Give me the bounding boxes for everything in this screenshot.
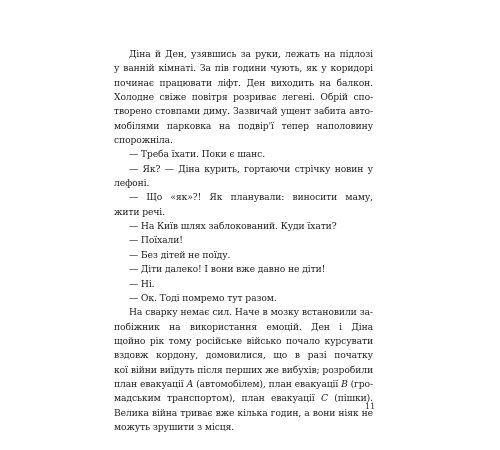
text-line: у ванній кімнаті. За пів години чують, як у коридорі (114, 63, 373, 75)
text-line: щойно рік тому російське військо почало курсувати (114, 335, 373, 347)
text-line: — Ні. (129, 278, 155, 290)
text-line: — Діти далеко! І вони вже давно не діти! (129, 264, 326, 276)
book-page-text (114, 48, 376, 435)
text-line: побіжник на використання емоцій. Ден і Діна (114, 321, 373, 333)
text-line: лефоні. (114, 178, 150, 190)
text-line: мадським транспортом), план евакуації С (пішки). (114, 393, 373, 405)
text-line: Холодне свіже повітря розриває легені. Обрій спо- (114, 92, 373, 104)
text-line: Діна й Ден, узявшись за руки, лежать на підлозі (129, 49, 373, 60)
text-line: кої війни виїдуть після перших же вибухів; розробили (114, 364, 373, 376)
text-line: — Що «як»?! Як планували: виносити маму, (129, 192, 373, 204)
text-line: мобілями парковка на подвір'ї тепер наполовину (114, 120, 373, 132)
text-line: — Без дітей не поїду. (129, 249, 231, 261)
text-line: — Треба їхати. Поки є шанс. (129, 149, 266, 161)
text-line: жити речі. (114, 206, 165, 218)
text-line: — На Київ шлях заблокований. Куди їхати? (129, 221, 337, 233)
text-line: — Як? — Діна курить, гортаючи стрічку новин у (129, 163, 373, 175)
text-line: Велика війна триває вже кілька годин, а вони ніяк не (114, 407, 373, 419)
page-number: 11 (365, 402, 376, 411)
text-line: — Поїхали! (129, 235, 183, 247)
text-line: починає працювати ліфт. Ден виходить на балкон. (114, 77, 373, 89)
text-line: спорожніла. (114, 135, 173, 147)
text-line: На сварку немає сил. Наче в мозку встановили за- (129, 307, 373, 319)
text-line: вздовж кордону, домовилися, що в разі початку (114, 350, 373, 362)
text-line: план евакуації А (автомобілем), план евакуації В (гро- (114, 378, 373, 390)
text-line: можуть зрушити з місця. (114, 421, 235, 433)
text-line: творено стовпами диму. Зазвичай ущент забита авто- (114, 106, 373, 118)
text-line: — Ок. Тоді помремо тут разом. (129, 292, 277, 304)
